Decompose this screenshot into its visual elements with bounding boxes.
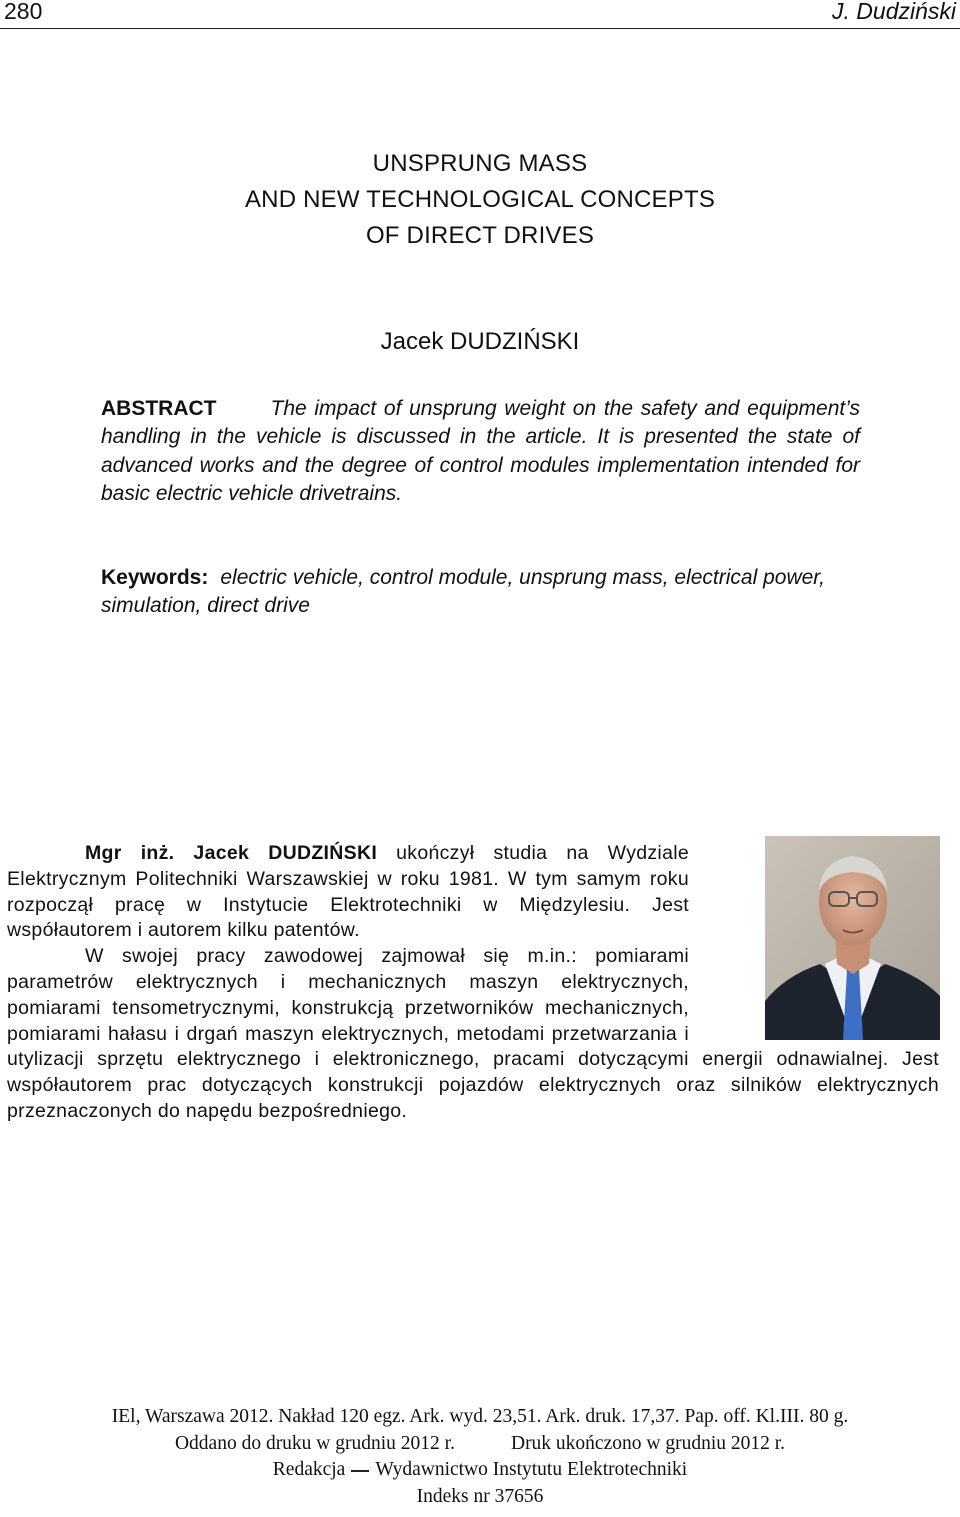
imprint-print-finished: Druk ukończono w grudniu 2012 r. [510,1432,786,1454]
title-line-2: AND NEW TECHNOLOGICAL CONCEPTS [244,186,716,213]
imprint-line-1: IEl, Warszawa 2012. Nakład 120 egz. Ark. wyd. 23,51. Ark. druk. 17,37. Pap. off. Kl.III. 80 g. [111,1406,849,1427]
dash-divider [351,1470,369,1472]
keywords-text: electric vehicle, control module, unsprung mass, electrical power, simulation, direct drive [101,566,825,618]
title-line-1: UNSPRUNG MASS [372,150,588,177]
running-author: J. Dudziński [832,0,956,24]
author-biography [7,841,939,1125]
abstract-text: The impact of unsprung weight on the safety and equipment’s handling in the vehicle is discussed in the article. It is presented the state of advanced works and the degree of control modules implementation intended for basic electric vehicle drivetrains. [101,397,860,505]
imprint [0,1404,960,1510]
photo-space [689,841,939,1045]
keywords [101,564,860,621]
abstract [101,395,860,508]
running-header [0,0,960,29]
imprint-sent-to-print: Oddano do druku w grudniu 2012 r. [174,1432,455,1454]
author-name: Jacek DUDZIŃSKI [380,328,580,355]
imprint-editorial: Redakcja [272,1459,346,1480]
paper-title [0,146,960,254]
imprint-line-4: Indeks nr 37656 [416,1485,544,1507]
abstract-label: ABSTRACT [101,397,217,420]
page-number: 280 [4,0,43,24]
bio-paragraph-2: W swojej pracy zawodowej zajmował się m.in.: pomiarami parametrów elektrycznych i mechanicznych maszyn elektrycznych, pomiarami tensometrycznymi, konstrukcją przetworników mechanicznych, pomiarami hałasu i drgań maszyn elektrycznych, metodami przetwarzania i utylizacji sprzętu elektrycznego i elektronicznego, pracami dotyczącymi energii odnawialnej. Jest współautorem prac dotyczących konstrukcji pojazdów elektrycznych oraz silników elektrycznych przeznaczonych do napędu bezpośredniego. [7,945,939,1122]
title-line-3: OF DIRECT DRIVES [365,222,595,249]
bio-text-1: ukończył studia na Wydziale Elektrycznym Politechniki Warszawskiej w roku 1981. W tym samym roku rozpoczął pracę w Instytucie Elektrotechniki w Międzylesiu. Jest współautorem i autorem kilku patentów. [7,842,689,942]
bio-author-name: Mgr inż. Jacek DUDZIŃSKI [85,842,378,864]
imprint-publisher: Wydawnictwo Instytutu Elektrotechniki [375,1459,688,1480]
imprint-line-3 [0,1457,960,1484]
keywords-label: Keywords: [101,566,209,589]
imprint-line-2 [0,1431,960,1458]
